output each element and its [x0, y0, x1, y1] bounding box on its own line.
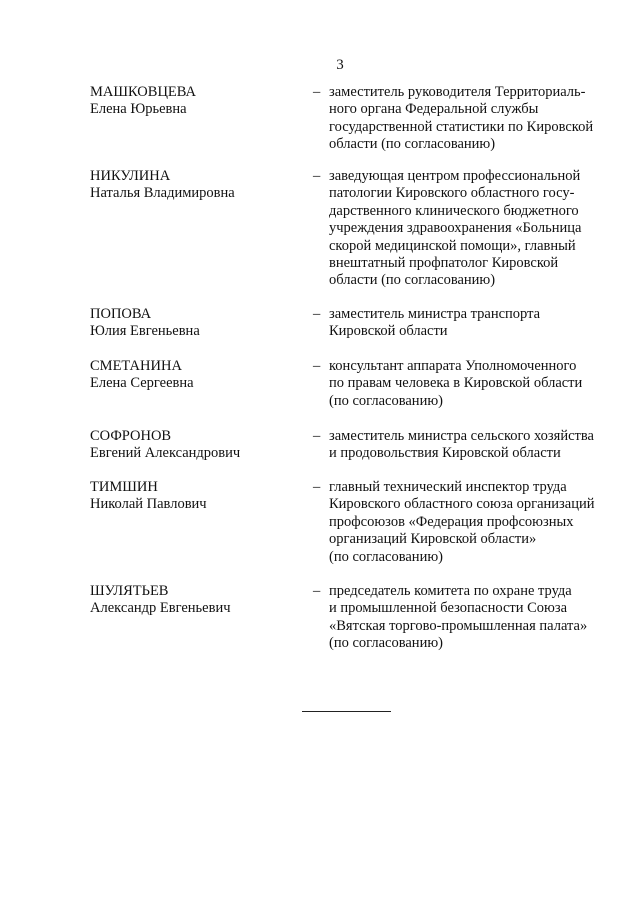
member-name	[90, 583, 300, 618]
member-surname: НИКУЛИНА	[90, 168, 171, 184]
end-of-list-rule	[302, 711, 391, 712]
member-role: заместитель руководителя Территориаль- ного органа Федеральной службы государственной статистики по Кировской области (по согласованию)	[329, 84, 594, 153]
member-name	[90, 306, 300, 341]
member-surname: СМЕТАНИНА	[90, 358, 182, 374]
member-role: заместитель министра сельского хозяйства и продовольствия Кировской области	[329, 428, 594, 462]
separator-dash: –	[313, 306, 321, 322]
member-given-names: Елена Юрьевна	[90, 101, 187, 118]
member-surname: ПОПОВА	[90, 306, 152, 322]
member-given-names: Александр Евгеньевич	[90, 600, 231, 617]
member-name	[90, 479, 300, 514]
member-role: консультант аппарата Уполномоченного по правам человека в Кировской области (по согласованию)	[329, 358, 583, 409]
member-given-names: Елена Сергеевна	[90, 375, 194, 392]
member-role: председатель комитета по охране труда и промышленной безопасности Союза «Вятская торгово-промышленная палата» (по согласованию)	[329, 583, 588, 652]
member-name	[90, 428, 300, 463]
separator-dash: –	[313, 168, 321, 184]
separator-dash: –	[313, 479, 321, 495]
member-given-names: Евгений Александрович	[90, 445, 241, 462]
separator-dash: –	[313, 428, 321, 444]
member-given-names: Наталья Владимировна	[90, 185, 235, 202]
member-name	[90, 358, 300, 393]
member-name	[90, 84, 300, 119]
member-role: заместитель министра транспорта Кировской области	[329, 306, 541, 340]
member-given-names: Юлия Евгеньевна	[90, 323, 200, 340]
member-name	[90, 168, 300, 203]
separator-dash: –	[313, 583, 321, 599]
member-given-names: Николай Павлович	[90, 496, 207, 513]
member-role: главный технический инспектор труда Кировского областного союза организаций профсоюзов «Федерация профсоюзных организаций Кировской области» (по согласованию)	[329, 479, 595, 565]
member-surname: СОФРОНОВ	[90, 428, 172, 444]
member-surname: ШУЛЯТЬЕВ	[90, 583, 169, 599]
separator-dash: –	[313, 84, 321, 100]
member-surname: МАШКОВЦЕВА	[90, 84, 197, 100]
page-number: 3	[336, 57, 344, 73]
member-surname: ТИМШИН	[90, 479, 158, 495]
separator-dash: –	[313, 358, 321, 374]
member-role: заведующая центром профессиональной патологии Кировского областного госу- дарственного клинического бюджетного учреждения здравоохранения «Больница скорой медицинской помощи», главный внештатный профпатолог Кировской области (по согласованию)	[329, 168, 582, 289]
